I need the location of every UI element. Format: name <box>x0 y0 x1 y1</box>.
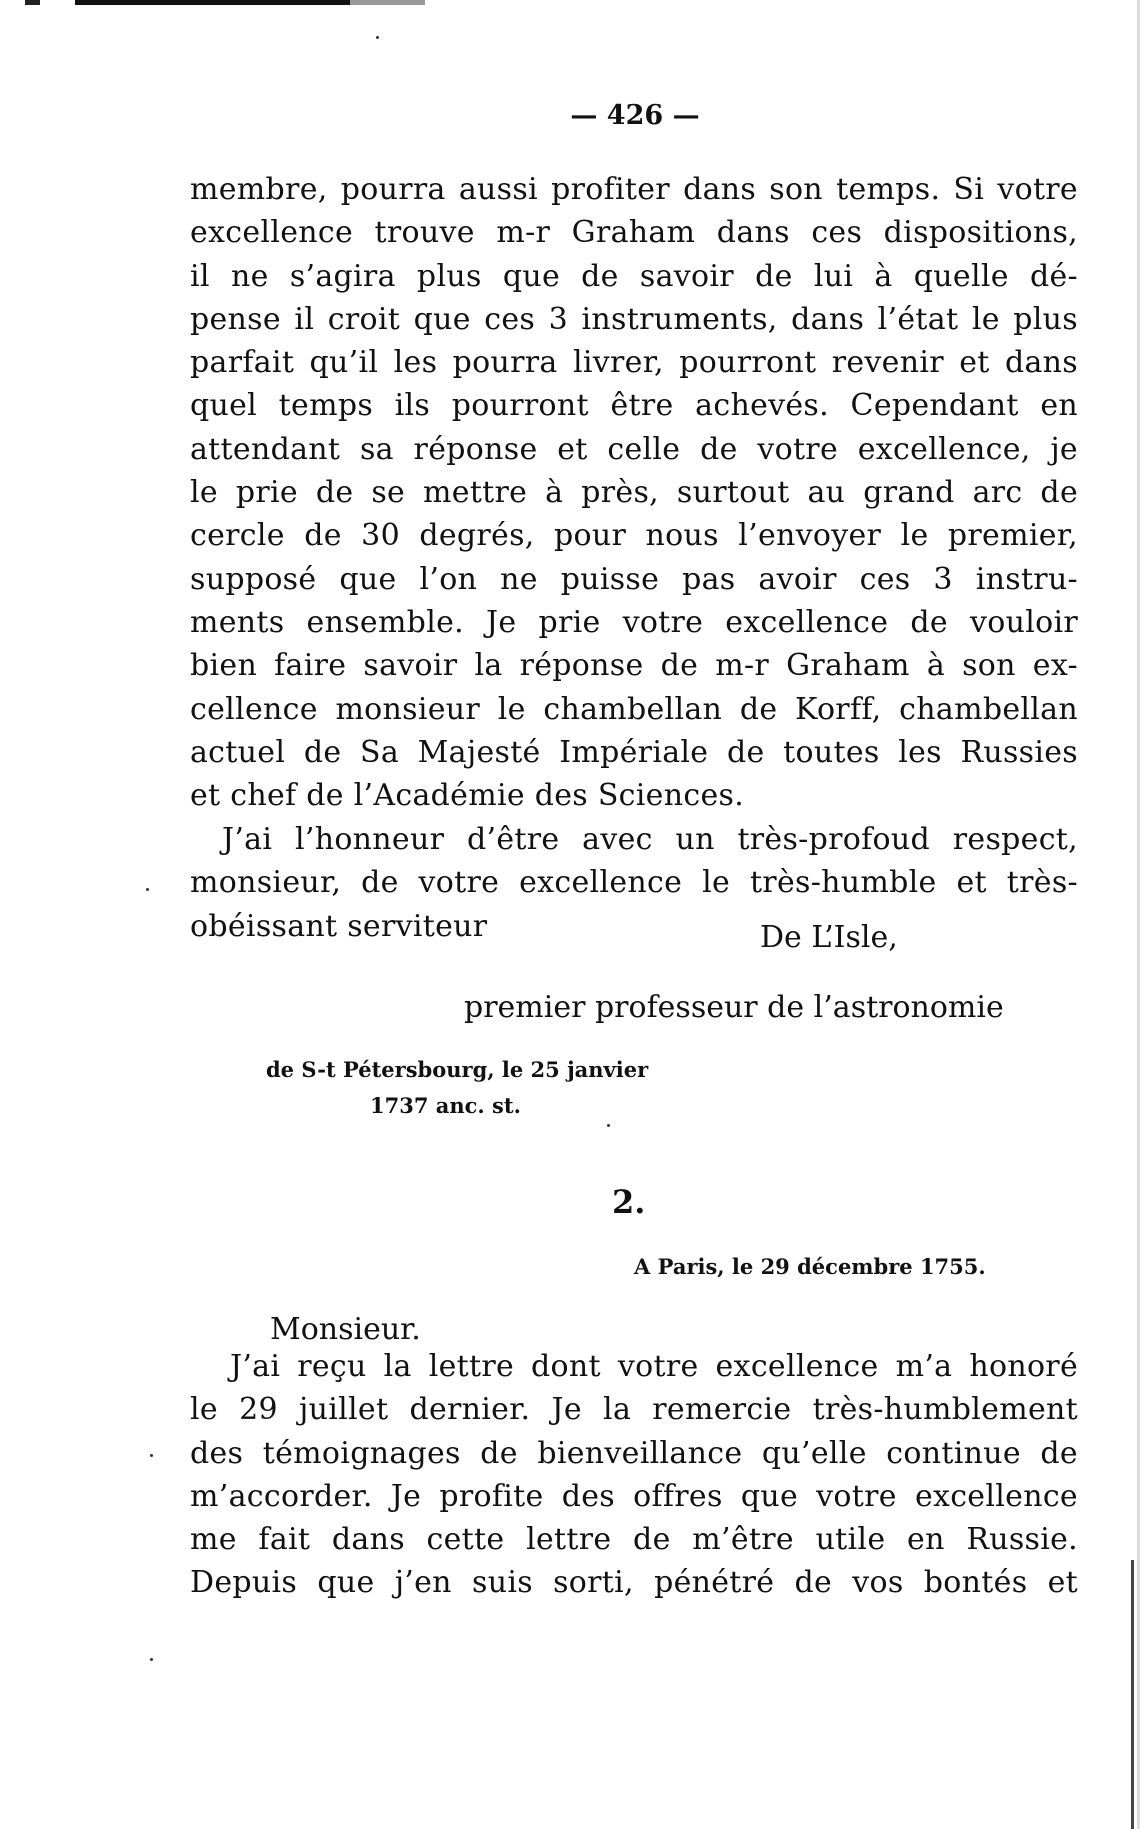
text-line: cellence monsieur le chambellan de Korff, chambellan <box>190 691 1078 727</box>
signature-title: premier professeur de l’astronomie <box>464 990 1004 1025</box>
paragraph-closing <box>190 818 1078 948</box>
text-line: pense il croit que ces 3 instruments, dans l’état le plus <box>190 301 1078 337</box>
text-line: J’ai l’honneur d’être avec un très-profoud respect, <box>222 822 1078 857</box>
scan-speck <box>607 1124 610 1127</box>
text-line: obéissant serviteur <box>190 908 488 944</box>
scan-edge-artifact <box>0 0 500 5</box>
text-line: membre, pourra aussi profiter dans son temps. Si votre <box>190 172 1078 207</box>
text-line: le prie de se mettre à près, surtout au grand arc de <box>190 475 1078 511</box>
text-line: m’accorder. Je profite des offres que votre excellence <box>190 1478 1078 1514</box>
text-line: supposé que l’on ne puisse pas avoir ces 3 instru- <box>190 561 1078 597</box>
text-line: me fait dans cette lettre de m’être utile en Russie. <box>190 1522 1078 1558</box>
text-line: et chef de l’Académie des Sciences. <box>190 778 745 814</box>
salutation: Monsieur. <box>270 1312 421 1347</box>
text-line: J’ai reçu la lettre dont votre excellence m’a honoré <box>230 1349 1078 1384</box>
paragraph-letter2 <box>190 1345 1078 1605</box>
text-line: le 29 juillet dernier. Je la remercie très-humblement <box>190 1392 1078 1428</box>
text-line: des témoignages de bienveillance qu’elle continue de <box>190 1435 1078 1471</box>
text-line: il ne s’agira plus que de savoir de lui à quelle dé- <box>190 258 1078 294</box>
signature-name: De L’Isle, <box>760 920 898 955</box>
text-line: quel temps ils pourront être achevés. Cependant en <box>190 388 1078 424</box>
paragraph-continuation <box>190 168 1078 817</box>
letter-number: 2. <box>612 1183 646 1221</box>
scan-speck <box>146 888 149 891</box>
dateline-year: 1737 anc. st. <box>370 1093 521 1118</box>
text-line: attendant sa réponse et celle de votre excellence, je <box>190 431 1078 467</box>
text-line: ments ensemble. Je prie votre excellence de vouloir <box>190 604 1078 640</box>
text-line: monsieur, de votre excellence le très-humble et très- <box>190 865 1078 901</box>
scan-right-edge-dark <box>1131 1560 1134 1829</box>
text-line: actuel de Sa Majesté Impériale de toutes les Russies <box>190 734 1078 770</box>
scan-speck <box>150 1658 153 1661</box>
text-line: cercle de 30 degrés, pour nous l’envoyer le premier, <box>190 518 1078 554</box>
scan-speck <box>376 36 379 39</box>
dateline-place: de S-t Pétersbourg, le 25 janvier <box>266 1057 649 1082</box>
text-line: Depuis que j’en suis sorti, pénétré de vos bontés et <box>190 1565 1078 1601</box>
text-line: parfait qu’il les pourra livrer, pourront revenir et dans <box>190 345 1078 381</box>
scan-speck <box>150 1454 153 1457</box>
text-line: bien faire savoir la réponse de m-r Graham à son ex- <box>190 648 1078 684</box>
text-line: excellence trouve m-r Graham dans ces dispositions, <box>190 215 1078 251</box>
letter-place-date: A Paris, le 29 décembre 1755. <box>634 1254 986 1279</box>
page-number: — 426 — <box>570 100 700 131</box>
